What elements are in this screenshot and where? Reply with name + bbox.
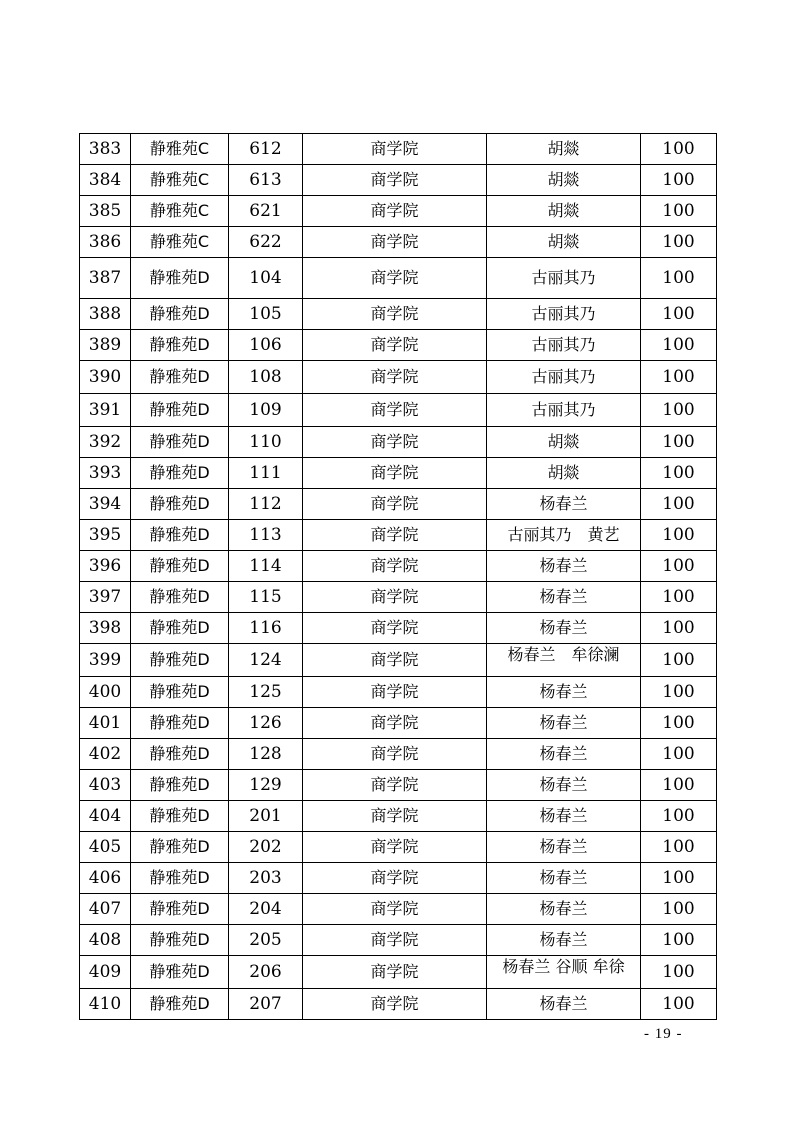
cell-number: 385 xyxy=(80,196,131,227)
cell-teacher: 胡燚 xyxy=(487,427,641,458)
cell-teacher: 杨春兰 xyxy=(487,770,641,801)
cell-number: 388 xyxy=(80,299,131,330)
cell-teacher: 杨春兰 xyxy=(487,551,641,582)
cell-room: 125 xyxy=(229,677,303,708)
cell-college: 商学院 xyxy=(303,613,487,644)
cell-number: 406 xyxy=(80,863,131,894)
cell-score: 100 xyxy=(641,894,717,925)
cell-building: 静雅苑D xyxy=(131,299,229,330)
cell-college: 商学院 xyxy=(303,489,487,520)
cell-room: 205 xyxy=(229,925,303,956)
cell-score: 100 xyxy=(641,258,717,299)
cell-building: 静雅苑D xyxy=(131,394,229,427)
cell-college: 商学院 xyxy=(303,520,487,551)
cell-teacher: 杨春兰 xyxy=(487,677,641,708)
cell-room: 114 xyxy=(229,551,303,582)
table-row xyxy=(80,361,717,394)
cell-room: 112 xyxy=(229,489,303,520)
cell-number: 407 xyxy=(80,894,131,925)
cell-teacher: 杨春兰 xyxy=(487,708,641,739)
cell-building: 静雅苑D xyxy=(131,801,229,832)
cell-room: 129 xyxy=(229,770,303,801)
cell-score: 100 xyxy=(641,677,717,708)
cell-building: 静雅苑D xyxy=(131,739,229,770)
cell-teacher: 杨春兰 xyxy=(487,894,641,925)
cell-score: 100 xyxy=(641,134,717,165)
cell-number: 398 xyxy=(80,613,131,644)
cell-building: 静雅苑C xyxy=(131,165,229,196)
cell-college: 商学院 xyxy=(303,644,487,677)
cell-room: 201 xyxy=(229,801,303,832)
table-row xyxy=(80,801,717,832)
cell-building: 静雅苑D xyxy=(131,458,229,489)
cell-college: 商学院 xyxy=(303,361,487,394)
table-row xyxy=(80,644,717,677)
cell-number: 409 xyxy=(80,956,131,989)
cell-room: 207 xyxy=(229,989,303,1020)
table-row xyxy=(80,739,717,770)
cell-college: 商学院 xyxy=(303,925,487,956)
cell-score: 100 xyxy=(641,489,717,520)
cell-building: 静雅苑D xyxy=(131,989,229,1020)
cell-number: 408 xyxy=(80,925,131,956)
cell-number: 400 xyxy=(80,677,131,708)
cell-score: 100 xyxy=(641,458,717,489)
cell-score: 100 xyxy=(641,427,717,458)
cell-college: 商学院 xyxy=(303,551,487,582)
cell-college: 商学院 xyxy=(303,832,487,863)
cell-college: 商学院 xyxy=(303,196,487,227)
table-row xyxy=(80,134,717,165)
cell-teacher: 杨春兰 xyxy=(487,739,641,770)
cell-number: 410 xyxy=(80,989,131,1020)
cell-college: 商学院 xyxy=(303,863,487,894)
table-row xyxy=(80,299,717,330)
cell-college: 商学院 xyxy=(303,677,487,708)
table-row xyxy=(80,165,717,196)
cell-score: 100 xyxy=(641,227,717,258)
cell-teacher: 杨春兰 xyxy=(487,489,641,520)
cell-score: 100 xyxy=(641,801,717,832)
cell-teacher: 古丽其乃 xyxy=(487,258,641,299)
table-row xyxy=(80,489,717,520)
cell-room: 110 xyxy=(229,427,303,458)
cell-college: 商学院 xyxy=(303,801,487,832)
cell-teacher: 胡燚 xyxy=(487,134,641,165)
cell-building: 静雅苑D xyxy=(131,489,229,520)
cell-score: 100 xyxy=(641,299,717,330)
cell-number: 395 xyxy=(80,520,131,551)
cell-college: 商学院 xyxy=(303,989,487,1020)
cell-college: 商学院 xyxy=(303,227,487,258)
cell-score: 100 xyxy=(641,613,717,644)
cell-college: 商学院 xyxy=(303,394,487,427)
table-row xyxy=(80,925,717,956)
table-row xyxy=(80,894,717,925)
cell-building: 静雅苑C xyxy=(131,196,229,227)
cell-number: 402 xyxy=(80,739,131,770)
cell-building: 静雅苑D xyxy=(131,582,229,613)
cell-college: 商学院 xyxy=(303,708,487,739)
cell-room: 128 xyxy=(229,739,303,770)
table-body xyxy=(80,134,717,1020)
page-number: - 19 - xyxy=(644,1026,683,1042)
cell-room: 115 xyxy=(229,582,303,613)
cell-number: 386 xyxy=(80,227,131,258)
cell-teacher: 胡燚 xyxy=(487,165,641,196)
cell-teacher: 胡燚 xyxy=(487,227,641,258)
cell-teacher: 古丽其乃 xyxy=(487,299,641,330)
cell-room: 126 xyxy=(229,708,303,739)
cell-score: 100 xyxy=(641,863,717,894)
table-row xyxy=(80,258,717,299)
cell-room: 124 xyxy=(229,644,303,677)
cell-building: 静雅苑D xyxy=(131,330,229,361)
cell-score: 100 xyxy=(641,644,717,677)
table-row xyxy=(80,427,717,458)
cell-building: 静雅苑D xyxy=(131,613,229,644)
cell-teacher: 古丽其乃 xyxy=(487,361,641,394)
table-row xyxy=(80,520,717,551)
cell-teacher: 古丽其乃 xyxy=(487,330,641,361)
cell-number: 401 xyxy=(80,708,131,739)
table-row xyxy=(80,582,717,613)
cell-number: 390 xyxy=(80,361,131,394)
cell-score: 100 xyxy=(641,394,717,427)
cell-teacher: 杨春兰 xyxy=(487,801,641,832)
cell-number: 387 xyxy=(80,258,131,299)
cell-building: 静雅苑D xyxy=(131,427,229,458)
cell-teacher: 杨春兰 牟徐澜 xyxy=(487,644,641,677)
cell-score: 100 xyxy=(641,770,717,801)
cell-building: 静雅苑D xyxy=(131,708,229,739)
table-row xyxy=(80,956,717,989)
cell-building: 静雅苑D xyxy=(131,551,229,582)
table-row xyxy=(80,227,717,258)
cell-building: 静雅苑D xyxy=(131,361,229,394)
table-row xyxy=(80,613,717,644)
cell-room: 613 xyxy=(229,165,303,196)
cell-score: 100 xyxy=(641,739,717,770)
cell-teacher: 杨春兰 xyxy=(487,582,641,613)
cell-number: 394 xyxy=(80,489,131,520)
cell-room: 202 xyxy=(229,832,303,863)
cell-college: 商学院 xyxy=(303,582,487,613)
cell-room: 105 xyxy=(229,299,303,330)
table-row xyxy=(80,863,717,894)
cell-score: 100 xyxy=(641,551,717,582)
cell-teacher: 杨春兰 xyxy=(487,925,641,956)
cell-number: 399 xyxy=(80,644,131,677)
cell-teacher: 杨春兰 xyxy=(487,863,641,894)
cell-number: 403 xyxy=(80,770,131,801)
cell-number: 389 xyxy=(80,330,131,361)
cell-score: 100 xyxy=(641,956,717,989)
cell-number: 384 xyxy=(80,165,131,196)
cell-college: 商学院 xyxy=(303,330,487,361)
cell-number: 405 xyxy=(80,832,131,863)
cell-college: 商学院 xyxy=(303,770,487,801)
cell-room: 106 xyxy=(229,330,303,361)
cell-number: 396 xyxy=(80,551,131,582)
cell-number: 404 xyxy=(80,801,131,832)
cell-college: 商学院 xyxy=(303,134,487,165)
cell-room: 108 xyxy=(229,361,303,394)
table-row xyxy=(80,989,717,1020)
cell-teacher: 胡燚 xyxy=(487,196,641,227)
cell-number: 393 xyxy=(80,458,131,489)
cell-room: 203 xyxy=(229,863,303,894)
cell-teacher: 古丽其乃 xyxy=(487,394,641,427)
cell-teacher: 杨春兰 谷顺 牟徐 xyxy=(487,956,641,989)
cell-college: 商学院 xyxy=(303,894,487,925)
table-row xyxy=(80,677,717,708)
cell-building: 静雅苑D xyxy=(131,894,229,925)
cell-college: 商学院 xyxy=(303,165,487,196)
cell-college: 商学院 xyxy=(303,427,487,458)
cell-building: 静雅苑D xyxy=(131,520,229,551)
cell-room: 206 xyxy=(229,956,303,989)
cell-building: 静雅苑D xyxy=(131,644,229,677)
cell-number: 397 xyxy=(80,582,131,613)
cell-teacher: 杨春兰 xyxy=(487,989,641,1020)
cell-teacher: 杨春兰 xyxy=(487,832,641,863)
cell-college: 商学院 xyxy=(303,956,487,989)
cell-building: 静雅苑D xyxy=(131,258,229,299)
cell-room: 104 xyxy=(229,258,303,299)
cell-score: 100 xyxy=(641,196,717,227)
cell-score: 100 xyxy=(641,708,717,739)
cell-score: 100 xyxy=(641,330,717,361)
cell-building: 静雅苑D xyxy=(131,832,229,863)
cell-room: 204 xyxy=(229,894,303,925)
cell-room: 109 xyxy=(229,394,303,427)
cell-college: 商学院 xyxy=(303,739,487,770)
cell-building: 静雅苑C xyxy=(131,227,229,258)
cell-score: 100 xyxy=(641,520,717,551)
cell-college: 商学院 xyxy=(303,458,487,489)
cell-room: 111 xyxy=(229,458,303,489)
cell-college: 商学院 xyxy=(303,258,487,299)
cell-building: 静雅苑D xyxy=(131,956,229,989)
cell-building: 静雅苑D xyxy=(131,677,229,708)
table-row xyxy=(80,196,717,227)
table-row xyxy=(80,770,717,801)
cell-room: 612 xyxy=(229,134,303,165)
cell-number: 392 xyxy=(80,427,131,458)
table-row xyxy=(80,551,717,582)
cell-score: 100 xyxy=(641,832,717,863)
cell-teacher: 古丽其乃 黄艺 xyxy=(487,520,641,551)
cell-building: 静雅苑C xyxy=(131,134,229,165)
cell-room: 622 xyxy=(229,227,303,258)
cell-college: 商学院 xyxy=(303,299,487,330)
cell-teacher: 胡燚 xyxy=(487,458,641,489)
cell-score: 100 xyxy=(641,165,717,196)
cell-score: 100 xyxy=(641,989,717,1020)
cell-building: 静雅苑D xyxy=(131,770,229,801)
cell-building: 静雅苑D xyxy=(131,925,229,956)
table-row xyxy=(80,394,717,427)
cell-building: 静雅苑D xyxy=(131,863,229,894)
cell-teacher: 杨春兰 xyxy=(487,613,641,644)
table-row xyxy=(80,330,717,361)
cell-number: 383 xyxy=(80,134,131,165)
cell-room: 113 xyxy=(229,520,303,551)
table-row xyxy=(80,708,717,739)
dormitory-score-table xyxy=(79,133,717,1020)
cell-room: 116 xyxy=(229,613,303,644)
table-row xyxy=(80,832,717,863)
cell-score: 100 xyxy=(641,582,717,613)
cell-score: 100 xyxy=(641,925,717,956)
cell-score: 100 xyxy=(641,361,717,394)
table-row xyxy=(80,458,717,489)
cell-number: 391 xyxy=(80,394,131,427)
cell-room: 621 xyxy=(229,196,303,227)
